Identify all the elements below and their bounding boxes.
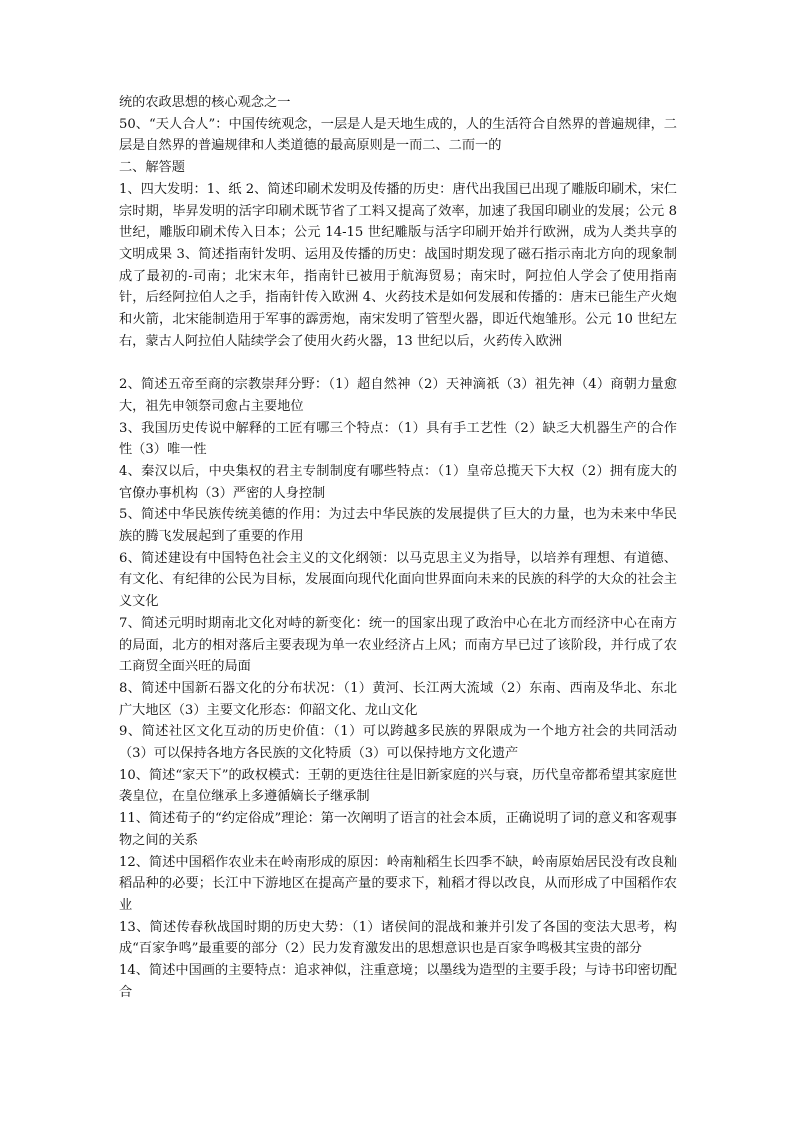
text-paragraph: 统的农政思想的核心观念之一	[119, 95, 291, 110]
answer-paragraph: 6、简述建设有中国特色社会主义的文化纲领：以马克思主义为指导，以培养有理想、有道德、有文化、有纪律的公民为目标，发展面向现代化面向世界面向未来的民族的科学的大众的社会主义文化	[119, 550, 677, 610]
answer-paragraph: 7、简述元明时期南北文化对峙的新变化：统一的国家出现了政治中心在北方而经济中心在南方的局面，北方的相对落后主要表现为单一农业经济占上风；而南方早已过了该阶段，并行成了农工商贸全面兴旺的局面	[119, 615, 677, 675]
text-paragraph: 50、“天人合人”：中国传统观念，一层是人是天地生成的，人的生活符合自然界的普遍规律，二层是自然界的普遍规律和人类道德的最高原则是一而二、二而一的	[119, 116, 677, 154]
answer-paragraph: 10、简述“家天下”的政权模式：王朝的更迭往往是旧新家庭的兴与衰，历代皇帝都希望其家庭世袭皇位，在皇位继承上多遵循嫡长子继承制	[119, 767, 677, 805]
blank-line	[119, 352, 677, 374]
answer-paragraph: 12、简述中国稻作农业未在岭南形成的原因：岭南籼稻生长四季不缺，岭南原始居民没有改良籼稻品种的必要；长江中下游地区在提高产量的要求下，籼稻才得以改良，从而形成了中国稻作农业	[119, 854, 677, 913]
answer-paragraph: 8、简述中国新石器文化的分布状况：（1）黄河、长江两大流域（2）东南、西南及华北、东北广大地区（3）主要文化形态：仰韶文化、龙山文化	[119, 680, 677, 718]
answer-paragraph: 1、四大发明：1、纸 2、简述印刷术发明及传播的历史：唐代出我国已出现了雕版印刷术，宋仁宗时期，毕昇发明的活字印刷术既节省了工料又提高了效率，加速了我国印刷业的发展；公元 8 世纪，雕版印刷术传入日本；公元 14-15 世纪雕版与活字印刷开始并行欧洲，成为人类共享的文明成果 3、简述指南针发明、运用及传播的历史：战国时期发现了磁石指示南北方向的现象制成了最初的-司南；北宋末年，指南针已被用于航海贸易；南宋时，阿拉伯人学会了使用指南针，后经阿拉伯人之手，指南针传入欧洲 4、火药技术是如何发展和传播的：唐末已能生产火炮和火箭，北宋能制造用于军事的霹雳炮，南宋发明了管型火器，即近代炮雏形。公元 10 世纪左右，蒙古人阿拉伯人陆续学会了使用火药火器，13 世纪以后，火药传入欧洲	[119, 181, 677, 349]
answer-paragraph: 3、我国历史传说中解释的工匠有哪三个特点：（1）具有手工艺性（2）缺乏大机器生产的合作性（3）唯一性	[119, 420, 677, 458]
answer-paragraph: 9、简述社区文化互动的历史价值：（1）可以跨越多民族的界限成为一个地方社会的共同活动（3）可以保持各地方各民族的文化特质（3）可以保持地方文化遗产	[119, 724, 677, 762]
answer-paragraph: 11、简述荀子的“约定俗成”理论：第一次阐明了语言的社会本质，正确说明了词的意义和客观事物之间的关系	[119, 811, 677, 848]
answer-paragraph: 4、秦汉以后，中央集权的君主专制制度有哪些特点：（1）皇帝总揽天下大权（2）拥有庞大的官僚办事机构（3）严密的人身控制	[119, 463, 677, 501]
document-page	[119, 92, 677, 1004]
section-heading: 二、解答题	[119, 160, 185, 176]
answer-paragraph: 5、简述中华民族传统美德的作用：为过去中华民族的发展提供了巨大的力量，也为未来中华民族的腾飞发展起到了重要的作用	[119, 507, 677, 545]
answer-paragraph: 13、简述传春秋战国时期的历史大势：（1）诸侯间的混战和兼并引发了各国的变法大思考，构成“百家争鸣”最重要的部分（2）民力发育激发出的思想意识也是百家争鸣极其宝贵的部分	[119, 919, 677, 957]
answer-paragraph: 2、简述五帝至商的宗教崇拜分野：（1）超自然神（2）天神滴祇（3）祖先神（4）商朝力量愈大，祖先申领祭司愈占主要地位	[119, 377, 677, 414]
answer-paragraph: 14、简述中国画的主要特点：追求神似，注重意境；以墨线为造型的主要手段；与诗书印密切配合	[119, 963, 677, 1000]
